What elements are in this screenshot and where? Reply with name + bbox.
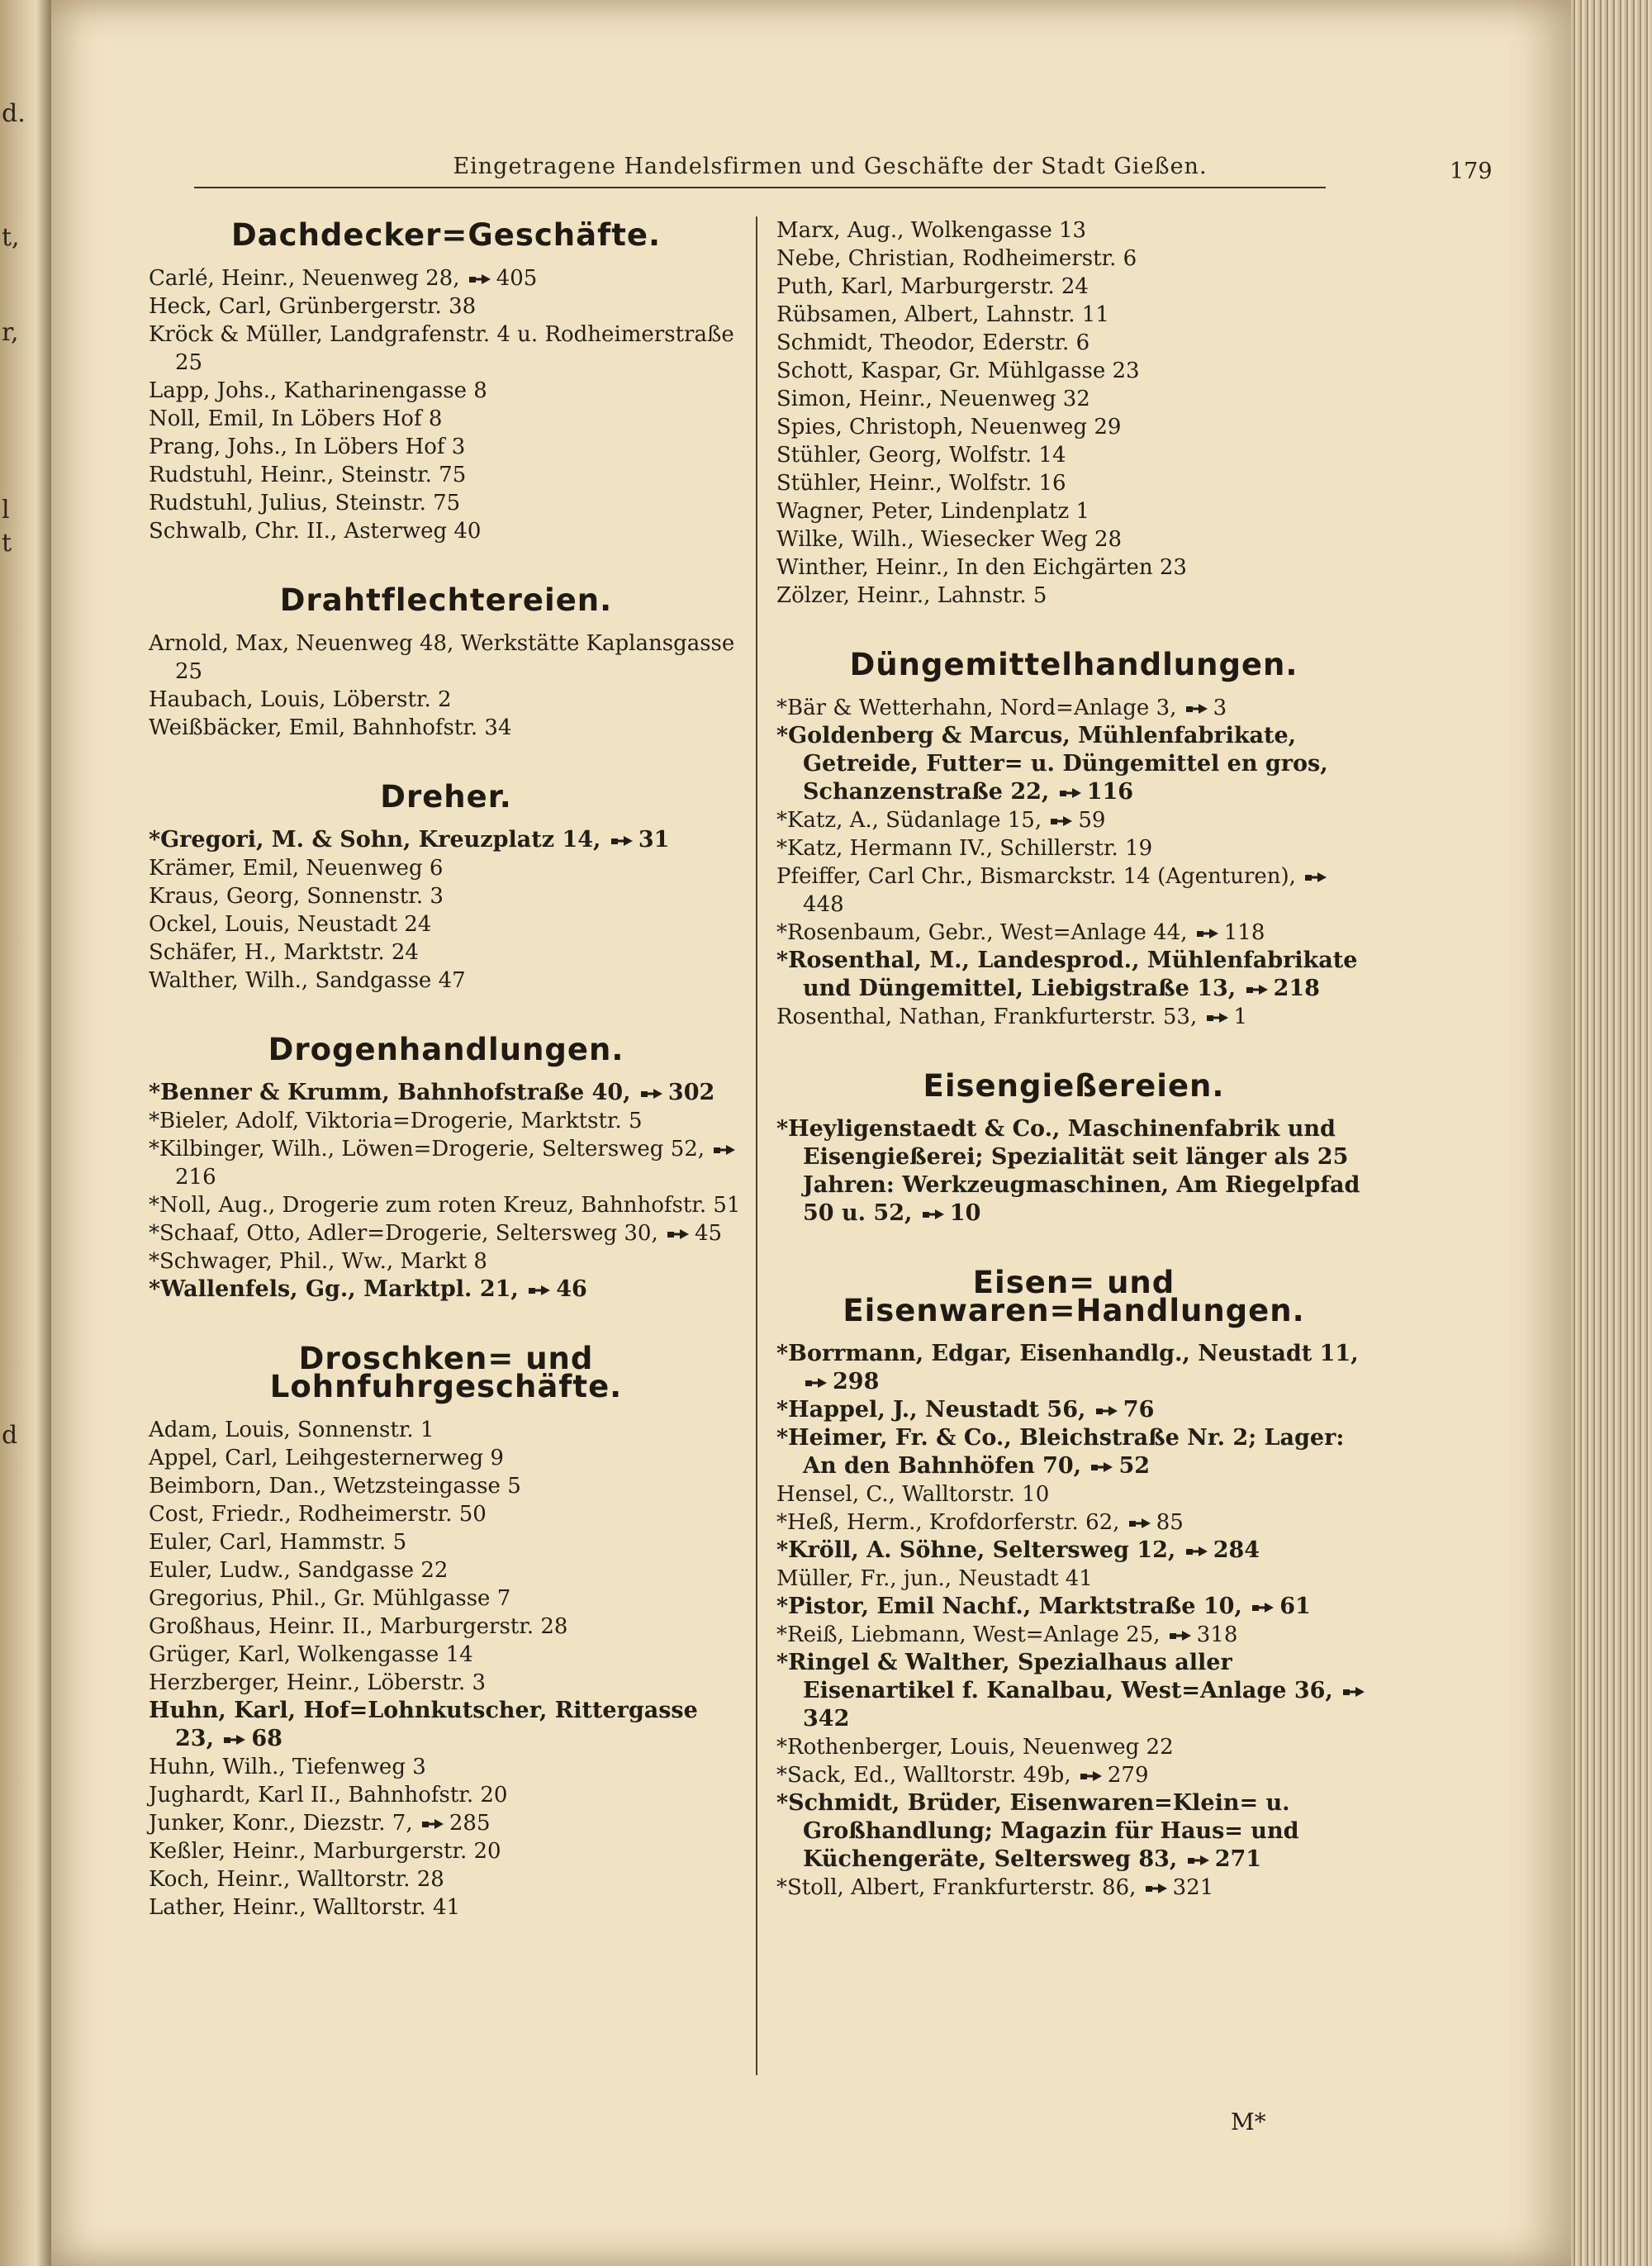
directory-entry — [149, 1781, 743, 1809]
directory-entry — [149, 377, 743, 405]
entry-text: *Heyligenstaedt & Co., Maschinenfabrik und Eisengießerei; Spezialität seit länger als 25 Jahren: Werkzeugmaschinen, Am Riegelpfad 50 u. 52, — [776, 1116, 1360, 1226]
entry-text: *Pistor, Emil Nachf., Marktstraße 10, — [776, 1594, 1251, 1619]
directory-entry — [149, 1837, 743, 1865]
directory-entry — [149, 1107, 743, 1135]
directory-entry — [776, 1593, 1371, 1621]
telephone-icon — [1342, 1686, 1365, 1698]
telephone-icon — [1251, 1602, 1275, 1613]
entry-text: Jughardt, Karl II., Bahnhofstr. 20 — [149, 1783, 508, 1808]
section-spacer — [776, 1228, 1371, 1269]
directory-entry — [776, 553, 1371, 582]
directory-entry — [149, 1641, 743, 1669]
book-page-edges — [1571, 0, 1652, 2266]
directory-entry — [149, 264, 743, 292]
facing-page-fragment: t, — [2, 223, 20, 252]
section-spacer — [776, 1031, 1371, 1072]
entry-text: Müller, Fr., jun., Neustadt 41 — [776, 1566, 1093, 1591]
entry-text: Kraus, Georg, Sonnenstr. 3 — [149, 884, 444, 909]
directory-entry — [149, 854, 743, 882]
directory-entry — [776, 862, 1371, 919]
phone-number: 46 — [556, 1276, 587, 1302]
header-rule — [194, 187, 1326, 188]
entry-text: Gregorius, Phil., Gr. Mühlgasse 7 — [149, 1586, 511, 1611]
directory-entry — [149, 292, 743, 321]
telephone-icon — [1059, 787, 1082, 799]
directory-entry — [149, 1613, 743, 1641]
phone-number: 298 — [833, 1369, 880, 1394]
entry-text: *Ringel & Walther, Spezialhaus aller Eisenartikel f. Kanalbau, West=Anlage 36, — [776, 1650, 1341, 1703]
directory-entry — [149, 1276, 743, 1304]
entry-text: *Noll, Aug., Drogerie zum roten Kreuz, Bahnhofstr. 51 — [149, 1193, 741, 1218]
entry-text: *Kröll, A. Söhne, Seltersweg 12, — [776, 1537, 1184, 1563]
facing-page-fragment: d. — [2, 99, 26, 128]
directory-entry — [776, 1115, 1371, 1228]
entry-text: *Goldenberg & Marcus, Mühlenfabrikate, Getreide, Futter= u. Düngemittel en gros, Schanzenstraße 22, — [776, 723, 1328, 805]
directory-entry — [149, 1500, 743, 1528]
signature-mark: M* — [1231, 2108, 1266, 2135]
telephone-icon — [1090, 1461, 1113, 1473]
page-header — [194, 154, 1493, 195]
entry-text: Nebe, Christian, Rodheimerstr. 6 — [776, 246, 1137, 271]
directory-entry — [776, 216, 1371, 245]
directory-entry — [776, 1761, 1371, 1789]
entry-text: Walther, Wilh., Sandgasse 47 — [149, 968, 466, 993]
section-heading: Dachdecker=Geschäfte. — [230, 217, 662, 253]
phone-number: 52 — [1118, 1453, 1151, 1479]
entry-text: Schott, Kaspar, Gr. Mühlgasse 23 — [776, 359, 1140, 383]
entry-text: Hensel, C., Walltorstr. 10 — [776, 1482, 1050, 1507]
section-spacer — [776, 610, 1371, 651]
directory-entry — [776, 1874, 1371, 1902]
entry-text: *Heß, Herm., Krofdorferstr. 62, — [776, 1510, 1127, 1535]
directory-entry — [776, 1621, 1371, 1649]
directory-entry — [149, 405, 743, 433]
directory-entry — [149, 1584, 743, 1613]
section-heading: Eisen= und Eisenwaren=Handlungen. — [843, 1265, 1305, 1328]
directory-entry — [149, 321, 743, 377]
entry-text: Adam, Louis, Sonnenstr. 1 — [149, 1418, 434, 1442]
facing-page-edge — [0, 0, 51, 2266]
entry-text: Wagner, Peter, Lindenplatz 1 — [776, 499, 1090, 524]
entry-text: Pfeiffer, Carl Chr., Bismarckstr. 14 (Agenturen), — [776, 864, 1303, 889]
entry-text: Junker, Konr., Diezstr. 7, — [149, 1811, 420, 1836]
entry-text: Rudstuhl, Heinr., Steinstr. 75 — [149, 463, 467, 487]
telephone-icon — [223, 1734, 246, 1746]
entry-text: Herzberger, Heinr., Löberstr. 3 — [149, 1670, 487, 1695]
entry-text: Simon, Heinr., Neuenweg 32 — [776, 387, 1090, 411]
telephone-icon — [1246, 984, 1269, 995]
telephone-icon — [1169, 1630, 1192, 1641]
entry-text: *Reiß, Liebmann, West=Anlage 25, — [776, 1622, 1167, 1647]
page-title: Eingetragene Handelsfirmen und Geschäfte der Stadt Gießen. — [453, 154, 1208, 179]
directory-entry — [149, 1191, 743, 1219]
entry-text: Keßler, Heinr., Marburgerstr. 20 — [149, 1839, 501, 1864]
directory-entry — [776, 1508, 1371, 1537]
column-divider — [756, 216, 757, 2075]
section-heading: Droschken= und Lohnfuhrgeschäfte. — [269, 1341, 623, 1404]
entry-text: *Rothenberger, Louis, Neuenweg 22 — [776, 1735, 1174, 1760]
section-heading: Drogenhandlungen. — [268, 1032, 624, 1067]
phone-number: 216 — [175, 1165, 216, 1190]
directory-entry — [149, 1865, 743, 1893]
directory-entry — [149, 489, 743, 517]
directory-entry — [776, 273, 1371, 301]
phone-number: 116 — [1086, 779, 1134, 805]
phone-number: 318 — [1196, 1622, 1238, 1647]
directory-entry — [776, 1424, 1371, 1480]
entry-text: *Gregori, M. & Sohn, Kreuzplatz 14, — [149, 827, 609, 853]
entry-text: Arnold, Max, Neuenweg 48, Werkstätte Kaplansgasse 25 — [149, 631, 735, 684]
facing-page-fragment: l — [2, 496, 10, 525]
entry-text: Winther, Heinr., In den Eichgärten 23 — [776, 555, 1187, 580]
entry-text: *Rosenbaum, Gebr., West=Anlage 44, — [776, 920, 1194, 945]
phone-number: 1 — [1233, 1005, 1248, 1029]
right-column — [776, 216, 1371, 1902]
directory-entry — [776, 834, 1371, 862]
directory-entry — [776, 469, 1371, 497]
directory-entry — [149, 1219, 743, 1247]
page-number: 179 — [1450, 159, 1493, 184]
directory-entry — [149, 882, 743, 910]
entry-text: Stühler, Heinr., Wolfstr. 16 — [776, 471, 1066, 496]
section-spacer — [149, 995, 743, 1036]
directory-entry — [776, 525, 1371, 553]
directory-entry — [149, 1416, 743, 1444]
telephone-icon — [1196, 928, 1219, 939]
telephone-icon — [1206, 1012, 1229, 1024]
directory-entry — [149, 1809, 743, 1837]
directory-entry — [776, 1789, 1371, 1874]
directory-entry — [149, 1444, 743, 1472]
phone-number: 118 — [1223, 920, 1265, 945]
entry-text: *Stoll, Albert, Frankfurterstr. 86, — [776, 1875, 1143, 1900]
entry-text: Kröck & Müller, Landgrafenstr. 4 u. Rodheimerstraße 25 — [149, 322, 734, 375]
directory-entry — [149, 1556, 743, 1584]
directory-entry — [776, 245, 1371, 273]
entry-text: Appel, Carl, Leihgesternerweg 9 — [149, 1446, 504, 1470]
phone-number: 302 — [667, 1080, 715, 1105]
phone-number: 61 — [1279, 1594, 1311, 1619]
phone-number: 68 — [251, 1726, 282, 1751]
directory-entry — [149, 1079, 743, 1107]
entry-text: *Happel, J., Neustadt 56, — [776, 1397, 1094, 1423]
directory-entry — [149, 1893, 743, 1922]
directory-entry — [776, 413, 1371, 441]
entry-text: *Rosenthal, M., Landesprod., Mühlenfabrikate und Düngemittel, Liebigstraße 13, — [776, 948, 1358, 1001]
directory-entry — [776, 1480, 1371, 1508]
facing-page-fragment: d — [2, 1421, 18, 1450]
entry-text: Marx, Aug., Wolkengasse 13 — [776, 218, 1087, 243]
telephone-icon — [1080, 1770, 1103, 1782]
entry-text: Grüger, Karl, Wolkengasse 14 — [149, 1642, 473, 1667]
telephone-icon — [1185, 703, 1208, 715]
entry-text: Carlé, Heinr., Neuenweg 28, — [149, 266, 467, 291]
directory-entry — [776, 357, 1371, 385]
directory-entry — [149, 433, 743, 461]
entry-text: Euler, Ludw., Sandgasse 22 — [149, 1558, 449, 1583]
entry-text: Rübsamen, Albert, Lahnstr. 11 — [776, 302, 1109, 327]
directory-entry — [149, 517, 743, 545]
entry-text: *Katz, Hermann IV., Schillerstr. 19 — [776, 836, 1153, 861]
directory-entry — [776, 947, 1371, 1003]
directory-entry — [776, 1649, 1371, 1733]
entry-text: Beimborn, Dan., Wetzsteingasse 5 — [149, 1474, 521, 1499]
entry-text: *Heimer, Fr. & Co., Bleichstraße Nr. 2; Lager: An den Bahnhöfen 70, — [776, 1425, 1345, 1479]
directory-entry — [776, 722, 1371, 806]
entry-text: Lather, Heinr., Walltorstr. 41 — [149, 1895, 461, 1920]
directory-entry — [776, 329, 1371, 357]
entry-text: Lapp, Johs., Katharinengasse 8 — [149, 378, 487, 403]
directory-entry — [776, 497, 1371, 525]
entry-text: *Schaaf, Otto, Adler=Drogerie, Seltersweg 30, — [149, 1221, 665, 1246]
phone-number: 10 — [949, 1200, 981, 1226]
telephone-icon — [667, 1228, 690, 1240]
entry-text: Rudstuhl, Julius, Steinstr. 75 — [149, 491, 461, 515]
directory-entry — [149, 714, 743, 742]
phone-number: 271 — [1214, 1846, 1262, 1872]
phone-number: 405 — [496, 266, 538, 291]
left-column — [149, 217, 743, 1922]
directory-entry — [149, 1472, 743, 1500]
phone-number: 342 — [803, 1706, 850, 1732]
directory-entry — [149, 967, 743, 995]
entry-text: *Katz, A., Südanlage 15, — [776, 808, 1049, 833]
directory-entry — [776, 806, 1371, 834]
directory-entry — [149, 629, 743, 686]
directory-entry — [776, 582, 1371, 610]
entry-text: Schwalb, Chr. II., Asterweg 40 — [149, 519, 482, 544]
entry-text: *Schwager, Phil., Ww., Markt 8 — [149, 1249, 487, 1274]
entry-text: Schmidt, Theodor, Ederstr. 6 — [776, 330, 1090, 355]
entry-text: Noll, Emil, In Löbers Hof 8 — [149, 406, 443, 431]
entry-text: Euler, Carl, Hammstr. 5 — [149, 1530, 407, 1555]
entry-text: Rosenthal, Nathan, Frankfurterstr. 53, — [776, 1005, 1204, 1029]
telephone-icon — [1145, 1883, 1168, 1894]
directory-entry — [776, 694, 1371, 722]
directory-entry — [149, 1247, 743, 1276]
entry-text: Stühler, Georg, Wolfstr. 14 — [776, 443, 1066, 468]
phone-number: 321 — [1172, 1875, 1214, 1900]
entry-text: Spies, Christoph, Neuenweg 29 — [776, 415, 1122, 439]
entry-text: *Benner & Krumm, Bahnhofstraße 40, — [149, 1080, 638, 1105]
telephone-icon — [468, 273, 491, 285]
entry-text: Weißbäcker, Emil, Bahnhofstr. 34 — [149, 715, 512, 740]
phone-number: 448 — [803, 892, 844, 917]
telephone-icon — [805, 1377, 828, 1389]
entry-text: Huhn, Wilh., Tiefenweg 3 — [149, 1755, 426, 1779]
section-spacer — [149, 545, 743, 587]
telephone-icon — [1095, 1405, 1118, 1417]
telephone-icon — [1185, 1546, 1208, 1557]
entry-text: Wilke, Wilh., Wiesecker Weg 28 — [776, 527, 1123, 552]
entry-text: Heck, Carl, Grünbergerstr. 38 — [149, 294, 477, 319]
phone-number: 279 — [1107, 1763, 1149, 1788]
directory-entry — [776, 385, 1371, 413]
phone-number: 285 — [449, 1811, 491, 1836]
entry-text: Cost, Friedr., Rodheimerstr. 50 — [149, 1502, 487, 1527]
telephone-icon — [610, 835, 634, 847]
phone-number: 85 — [1156, 1510, 1184, 1535]
directory-entry — [776, 1340, 1371, 1396]
directory-entry — [149, 938, 743, 967]
directory-entry — [149, 826, 743, 854]
entry-text: Schäfer, H., Marktstr. 24 — [149, 940, 419, 965]
entry-text: *Schmidt, Brüder, Eisenwaren=Klein= u. Großhandlung; Magazin für Haus= und Küchengeräte, Seltersweg 83, — [776, 1790, 1299, 1872]
directory-entry — [149, 1753, 743, 1781]
facing-page-fragment: t — [2, 529, 12, 558]
entry-text: *Bieler, Adolf, Viktoria=Drogerie, Marktstr. 5 — [149, 1109, 643, 1133]
entry-text: *Wallenfels, Gg., Marktpl. 21, — [149, 1276, 527, 1302]
entry-text: Krämer, Emil, Neuenweg 6 — [149, 856, 444, 881]
entry-text: Großhaus, Heinr. II., Marburgerstr. 28 — [149, 1614, 568, 1639]
section-spacer — [149, 1304, 743, 1345]
directory-entry — [776, 1565, 1371, 1593]
phone-number: 45 — [694, 1221, 723, 1246]
directory-entry — [776, 919, 1371, 947]
directory-entry — [776, 1003, 1371, 1031]
telephone-icon — [421, 1818, 444, 1830]
directory-entry — [776, 441, 1371, 469]
telephone-icon — [713, 1144, 736, 1156]
directory-entry — [149, 1669, 743, 1697]
entry-text: Prang, Johs., In Löbers Hof 3 — [149, 435, 466, 459]
entry-text: Haubach, Louis, Löberstr. 2 — [149, 687, 452, 712]
entry-text: *Borrmann, Edgar, Eisenhandlg., Neustadt 11, — [776, 1341, 1359, 1366]
telephone-icon — [922, 1209, 945, 1220]
directory-entry — [776, 1396, 1371, 1424]
directory-entry — [149, 1697, 743, 1753]
telephone-icon — [640, 1088, 663, 1100]
section-heading: Drahtflechtereien. — [279, 582, 613, 618]
telephone-icon — [1128, 1518, 1151, 1529]
entry-text: Puth, Karl, Marburgerstr. 24 — [776, 274, 1089, 299]
entry-text: *Bär & Wetterhahn, Nord=Anlage 3, — [776, 696, 1184, 720]
phone-number: 76 — [1123, 1397, 1155, 1423]
directory-entry — [149, 686, 743, 714]
directory-entry — [776, 301, 1371, 329]
telephone-icon — [528, 1285, 551, 1296]
phone-number: 59 — [1078, 808, 1106, 833]
directory-entry — [149, 1528, 743, 1556]
phone-number: 284 — [1213, 1537, 1260, 1563]
entry-text: *Sack, Ed., Walltorstr. 49b, — [776, 1763, 1078, 1788]
entry-text: Zölzer, Heinr., Lahnstr. 5 — [776, 583, 1047, 608]
entry-text: Huhn, Karl, Hof=Lohnkutscher, Rittergasse 23, — [149, 1698, 698, 1751]
directory-entry — [776, 1537, 1371, 1565]
telephone-icon — [1050, 815, 1073, 827]
section-heading: Eisengießereien. — [923, 1068, 1225, 1104]
directory-entry — [149, 461, 743, 489]
section-heading: Dreher. — [380, 779, 512, 815]
section-heading: Düngemittelhandlungen. — [849, 647, 1298, 682]
phone-number: 31 — [638, 827, 670, 853]
directory-entry — [149, 1135, 743, 1191]
directory-entry — [776, 1733, 1371, 1761]
phone-number: 3 — [1213, 696, 1227, 720]
section-spacer — [149, 742, 743, 783]
phone-number: 218 — [1273, 976, 1320, 1001]
directory-entry — [149, 910, 743, 938]
entry-text: *Kilbinger, Wilh., Löwen=Drogerie, Seltersweg 52, — [149, 1137, 712, 1162]
facing-page-fragment: r, — [2, 318, 19, 347]
entry-text: Ockel, Louis, Neustadt 24 — [149, 912, 432, 937]
entry-text: Koch, Heinr., Walltorstr. 28 — [149, 1867, 444, 1892]
telephone-icon — [1304, 872, 1327, 883]
telephone-icon — [1187, 1855, 1210, 1866]
